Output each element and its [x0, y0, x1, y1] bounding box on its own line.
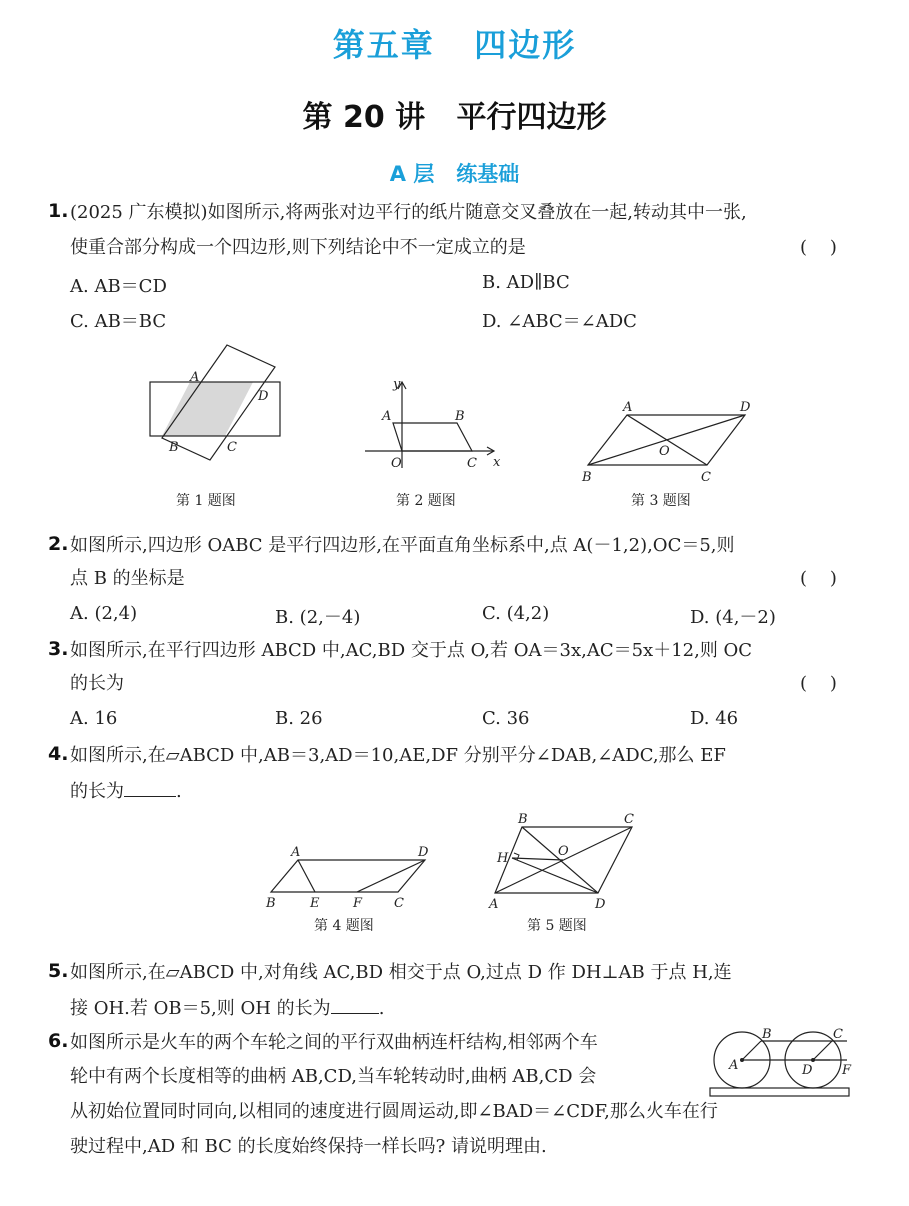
q2-line-2: 点 B 的坐标是 — [70, 568, 185, 589]
fig4-parallelogram — [271, 860, 425, 892]
figure-1 — [140, 335, 290, 470]
caption-figure-3: 第 3 题图 — [631, 493, 691, 509]
q5-line-2 — [70, 995, 384, 1020]
q1-option-d: D. ∠ABC＝∠ADC — [482, 311, 637, 332]
fig4-label-e: E — [310, 896, 320, 911]
chapter-title: 第五章 四边形 — [332, 26, 577, 64]
q5-line-2-tail: . — [378, 998, 385, 1019]
fig4-label-d: D — [418, 845, 429, 860]
fig2-label-y: y — [393, 378, 401, 392]
lesson-title: 第 20 讲 平行四边形 — [302, 100, 607, 135]
fig6-label-b: B — [762, 1027, 772, 1042]
fig1-overlap-shape — [162, 382, 253, 436]
fig5-label-a: A — [489, 897, 499, 912]
caption-figure-2: 第 2 题图 — [396, 493, 456, 509]
q2-option-c: C. (4,2) — [482, 603, 550, 624]
figure-6 — [705, 1022, 855, 1102]
fig5-label-h: H — [497, 851, 509, 866]
q6-line-4: 驶过程中,AD 和 BC 的长度始终保持一样长吗? 请说明理由. — [70, 1136, 547, 1157]
fig2-label-b: B — [455, 409, 465, 424]
fig6-label-f: F — [842, 1063, 852, 1078]
fig6-label-c: C — [833, 1027, 843, 1042]
q4-line-2-tail: . — [176, 781, 182, 802]
fig2-label-a: A — [382, 409, 392, 424]
fig1-label-d: D — [258, 389, 269, 404]
q3-option-c: C. 36 — [482, 708, 530, 729]
fig1-label-b: B — [169, 440, 179, 455]
fig5-label-o: O — [558, 844, 569, 859]
q1-line-2: 使重合部分构成一个四边形,则下列结论中不一定成立的是 — [70, 237, 526, 258]
q5-number: 5. — [48, 960, 69, 982]
fig1-label-a: A — [190, 370, 200, 385]
q4-line-2 — [70, 778, 182, 803]
fig5-segment-oh — [512, 858, 563, 860]
fig5-segment-dh — [512, 858, 598, 893]
fig4-label-f: F — [353, 896, 363, 911]
caption-figure-4: 第 4 题图 — [314, 918, 374, 934]
q3-line-2: 的长为 — [70, 673, 124, 694]
q4-answer-blank[interactable] — [124, 778, 176, 797]
q6-line-3: 从初始位置同时同向,以相同的速度进行圆周运动,即∠BAD＝∠CDF,那么火车在行 — [70, 1101, 718, 1122]
q4-line-1: 如图所示,在▱ABCD 中,AB＝3,AD＝10,AE,DF 分别平分∠DAB,∠ADC,那么 EF — [70, 745, 726, 766]
q6-number: 6. — [48, 1030, 69, 1052]
fig2-label-x: x — [493, 455, 501, 470]
figure-4 — [260, 840, 440, 915]
q2-option-b: B. (2,－4) — [275, 607, 361, 628]
fig3-label-d: D — [740, 400, 751, 415]
q3-answer-paren: ( ) — [800, 673, 837, 694]
figure-5 — [485, 808, 650, 913]
fig4-segment-df — [357, 860, 425, 892]
q5-line-1: 如图所示,在▱ABCD 中,对角线 AC,BD 相交于点 O,过点 D 作 DH⊥AB 于点 H,连 — [70, 962, 732, 983]
q4-line-2-text: 的长为 — [70, 781, 124, 802]
caption-figure-1: 第 1 题图 — [176, 493, 236, 509]
fig2-label-o: O — [391, 456, 402, 471]
q1-option-c: C. AB＝BC — [70, 311, 167, 332]
q2-option-a: A. (2,4) — [70, 603, 138, 624]
fig3-label-b: B — [582, 470, 592, 485]
fig2-label-c: C — [467, 456, 477, 471]
q4-number: 4. — [48, 743, 69, 765]
fig4-label-b: B — [266, 896, 276, 911]
q2-option-d: D. (4,－2) — [690, 607, 776, 628]
fig6-point-d — [811, 1058, 815, 1062]
fig5-label-b: B — [518, 812, 528, 827]
q2-line-1: 如图所示,四边形 OABC 是平行四边形,在平面直角坐标系中,点 A(－1,2),OC＝5,则 — [70, 535, 735, 556]
q1-line-1: (2025 广东模拟)如图所示,将两张对边平行的纸片随意交叉叠放在一起,转动其中一张, — [70, 202, 747, 223]
q6-line-2: 轮中有两个长度相等的曲柄 AB,CD,当车轮转动时,曲柄 AB,CD 会 — [70, 1066, 597, 1087]
fig6-crank-ab — [742, 1041, 761, 1060]
q5-line-2-text: 接 OH.若 OB＝5,则 OH 的长为 — [70, 998, 331, 1019]
q1-answer-paren: ( ) — [800, 237, 837, 258]
fig5-label-c: C — [624, 812, 634, 827]
caption-figure-5: 第 5 题图 — [527, 918, 587, 934]
q1-number: 1. — [48, 200, 69, 222]
q2-number: 2. — [48, 533, 69, 555]
q3-option-a: A. 16 — [70, 708, 118, 729]
q3-number: 3. — [48, 638, 69, 660]
q5-answer-blank[interactable] — [331, 995, 379, 1014]
q3-option-d: D. 46 — [690, 708, 739, 729]
fig6-label-a: A — [729, 1058, 739, 1073]
fig5-label-d: D — [595, 897, 606, 912]
q3-line-1: 如图所示,在平行四边形 ABCD 中,AC,BD 交于点 O,若 OA＝3x,AC＝5x＋12,则 OC — [70, 640, 753, 661]
fig1-label-c: C — [227, 440, 237, 455]
fig3-label-c: C — [701, 470, 711, 485]
fig4-label-c: C — [394, 896, 404, 911]
figure-2 — [360, 378, 505, 473]
fig6-track — [710, 1088, 849, 1096]
fig6-crank-cd — [813, 1041, 832, 1060]
q2-answer-paren: ( ) — [800, 568, 837, 589]
fig4-segment-ae — [298, 860, 315, 892]
level-heading: A 层 练基础 — [389, 162, 520, 186]
fig6-label-d: D — [802, 1063, 813, 1078]
fig6-point-a — [740, 1058, 744, 1062]
q1-option-a: A. AB＝CD — [70, 276, 167, 297]
fig3-label-a: A — [623, 400, 633, 415]
figure-3 — [575, 395, 760, 485]
fig2-parallelogram — [393, 423, 472, 451]
q6-line-1: 如图所示是火车的两个车轮之间的平行双曲柄连杆结构,相邻两个车 — [70, 1032, 598, 1053]
fig3-label-o: O — [659, 444, 670, 459]
q1-option-b: B. AD∥BC — [482, 272, 570, 293]
q3-option-b: B. 26 — [275, 708, 323, 729]
fig4-label-a: A — [291, 845, 301, 860]
